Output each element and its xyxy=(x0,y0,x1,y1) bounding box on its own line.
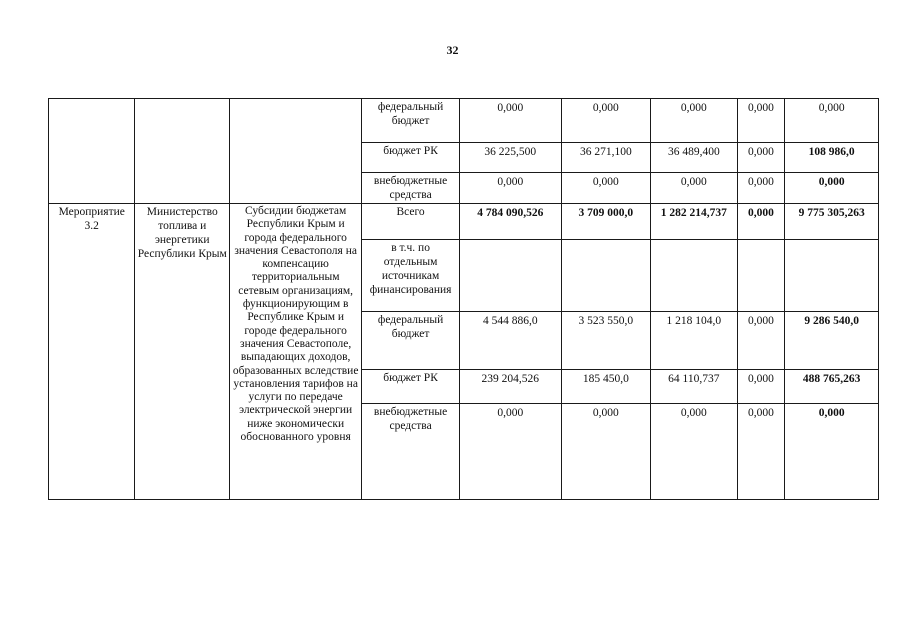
page-number: 32 xyxy=(446,43,459,57)
table-row xyxy=(49,99,879,143)
total-cell: 9 775 305,263 xyxy=(785,204,879,240)
value-cell: 36 271,100 xyxy=(561,143,651,173)
value-cell: 1 218 104,0 xyxy=(651,312,737,370)
value-cell: 0,000 xyxy=(737,173,785,204)
table-row xyxy=(49,204,879,240)
total-cell: 9 286 540,0 xyxy=(785,312,879,370)
value-cell: 1 282 214,737 xyxy=(651,204,737,240)
value-cell: 0,000 xyxy=(561,173,651,204)
value-cell: 239 204,526 xyxy=(459,370,561,404)
empty-cell xyxy=(49,99,135,204)
budget-table xyxy=(48,98,879,500)
value-cell: 3 523 550,0 xyxy=(561,312,651,370)
value-cell xyxy=(561,240,651,312)
value-cell: 0,000 xyxy=(459,99,561,143)
value-cell: 4 784 090,526 xyxy=(459,204,561,240)
value-cell: 0,000 xyxy=(737,404,785,500)
funding-source: федеральный бюджет xyxy=(362,99,460,143)
value-cell: 0,000 xyxy=(651,173,737,204)
value-cell xyxy=(737,240,785,312)
value-cell: 36 489,400 xyxy=(651,143,737,173)
value-cell: 36 225,500 xyxy=(459,143,561,173)
value-cell: 0,000 xyxy=(737,312,785,370)
funding-source: в т.ч. по отдельным источникам финансирования xyxy=(362,240,460,312)
value-cell: 4 544 886,0 xyxy=(459,312,561,370)
value-cell: 0,000 xyxy=(737,370,785,404)
value-cell xyxy=(651,240,737,312)
total-cell xyxy=(785,240,879,312)
measure-executor: Министерство топлива и энергетики Республики Крым xyxy=(135,204,230,500)
measure-description: Субсидии бюджетам Республики Крым и города федерального значения Севастополя на компенсацию территориальным сетевым организациям, функционирующим в Республике Крым и городе федерального значения Севастополе, выпадающих доходов, образованных вследствие установления тарифов на услуги по передаче электрической энергии ниже экономически обоснованного уровня xyxy=(230,204,362,500)
value-cell: 0,000 xyxy=(459,404,561,500)
funding-source: федеральный бюджет xyxy=(362,312,460,370)
value-cell: 0,000 xyxy=(737,99,785,143)
total-cell: 108 986,0 xyxy=(785,143,879,173)
funding-source: внебюджетные средства xyxy=(362,404,460,500)
funding-source: Всего xyxy=(362,204,460,240)
empty-cell xyxy=(135,99,230,204)
funding-source: бюджет РК xyxy=(362,370,460,404)
value-cell: 0,000 xyxy=(561,99,651,143)
value-cell: 185 450,0 xyxy=(561,370,651,404)
value-cell: 0,000 xyxy=(651,99,737,143)
funding-source: бюджет РК xyxy=(362,143,460,173)
empty-cell xyxy=(230,99,362,204)
value-cell: 0,000 xyxy=(459,173,561,204)
value-cell: 0,000 xyxy=(737,204,785,240)
value-cell: 0,000 xyxy=(561,404,651,500)
total-cell: 0,000 xyxy=(785,99,879,143)
value-cell xyxy=(459,240,561,312)
value-cell: 64 110,737 xyxy=(651,370,737,404)
funding-source: внебюджетные средства xyxy=(362,173,460,204)
value-cell: 0,000 xyxy=(737,143,785,173)
value-cell: 0,000 xyxy=(651,404,737,500)
total-cell: 0,000 xyxy=(785,404,879,500)
total-cell: 488 765,263 xyxy=(785,370,879,404)
measure-name: Мероприятие 3.2 xyxy=(49,204,135,500)
value-cell: 3 709 000,0 xyxy=(561,204,651,240)
total-cell: 0,000 xyxy=(785,173,879,204)
